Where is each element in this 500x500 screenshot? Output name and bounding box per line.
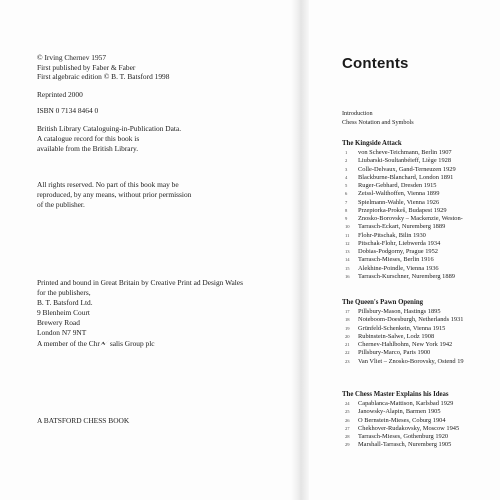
game-number: 27	[345, 425, 350, 431]
game-number: 2	[345, 158, 348, 164]
contents-entry	[342, 199, 500, 207]
game-number: 17	[345, 309, 350, 314]
contents-entry	[342, 316, 500, 324]
contents-entry	[342, 417, 500, 425]
game-title: Przepiorka-Prokeš, Budapest 1929	[358, 206, 447, 214]
contents-entry	[342, 207, 500, 215]
game-number: 7	[345, 199, 348, 205]
game-title: Grünfeld-Schenkein, Vienna 1915	[358, 324, 446, 332]
game-number: 18	[345, 317, 350, 323]
isbn-line: ISBN 0 7134 8464 0	[37, 106, 99, 115]
game-title: O Bernstein-Mieses, Coburg 1904	[358, 416, 446, 424]
contents-entry	[342, 308, 500, 316]
contents-entry	[342, 341, 500, 349]
game-number: 12	[345, 240, 350, 246]
game-title: Ruger-Gebhard, Dresden 1915	[358, 182, 437, 189]
section-title: The Chess Master Explains his Ideas	[342, 391, 449, 398]
game-title: Alekhine-Poindle, Vienna 1936	[358, 264, 439, 272]
cip-line: available from the British Library.	[37, 144, 139, 153]
contents-entry	[342, 190, 500, 198]
contents-entry	[342, 325, 500, 333]
contents-entry	[342, 248, 500, 256]
game-title: Znosko-Borovsky – Mackenzie, Weston-	[358, 215, 463, 222]
contents-entry	[342, 256, 500, 264]
game-title: Rubinstein-Salwe, Lodz 1908	[358, 332, 435, 340]
game-number: 22	[345, 350, 350, 356]
contents-entry	[342, 157, 500, 165]
game-number: 28	[345, 434, 350, 439]
member-line	[37, 339, 155, 349]
game-title: Chernev-Hahlbohm, New York 1942	[358, 341, 453, 348]
contents-intro	[342, 109, 414, 127]
section-title: The Kingside Attack	[342, 140, 402, 147]
game-title: Janowsky-Alapin, Barmen 1905	[358, 408, 441, 416]
series-line: A BATSFORD CHESS BOOK	[37, 416, 130, 425]
game-title: Pitschak-Flohr, Liebwerda 1934	[358, 239, 441, 247]
contents-section-master-explains	[342, 390, 500, 450]
intro-line: Introduction	[342, 110, 373, 117]
game-title: Pillsbury-Mason, Hastings 1895	[358, 308, 441, 315]
chrysalis-bird-logo-icon	[100, 339, 110, 347]
game-title: Tarrasch-Mieses, Gothenburg 1920	[358, 433, 449, 440]
game-number: 16	[345, 273, 350, 279]
game-number: 23	[345, 358, 350, 364]
contents-entry	[342, 358, 500, 366]
game-number: 15	[345, 265, 350, 271]
game-number: 20	[345, 333, 350, 339]
game-number: 11	[345, 232, 350, 238]
game-number: 14	[345, 257, 350, 263]
reprinted-line: Reprinted 2000	[37, 90, 83, 99]
contents-section-queens-pawn-opening	[342, 298, 500, 366]
game-title: Zeissl-Walthoffen, Vienna 1899	[358, 190, 440, 198]
contents-entry	[342, 425, 500, 433]
game-title: von Scheve-Teichmann, Berlin 1907	[358, 149, 452, 156]
game-number: 26	[345, 417, 350, 423]
contents-entry	[342, 215, 500, 223]
printer-line: for the publishers,	[37, 288, 91, 297]
game-number: 25	[345, 409, 350, 415]
game-number: 29	[345, 442, 350, 448]
contents-entry	[342, 174, 500, 182]
game-title: Flohr-Pitschak, Bilin 1930	[358, 231, 426, 239]
game-title: Spielmann-Wahle, Vienna 1926	[358, 198, 440, 206]
game-title: Colle-Delvaux, Gand-Terneuzen 1929	[358, 165, 456, 173]
game-title: Tarrasch-Eckart, Nuremberg 1889	[358, 223, 446, 231]
game-title: Capablanca-Mattison, Karlsbad 1929	[358, 400, 454, 407]
contents-entry	[342, 149, 500, 157]
game-title: Tarrasch-Kurschner, Nuremberg 1889	[358, 272, 455, 280]
contents-entry	[342, 273, 500, 281]
contents-section-kingside-attack	[342, 139, 500, 281]
contents-page	[305, 0, 500, 500]
contents-entry	[342, 349, 500, 357]
game-title: Marshall-Tarrasch, Nuremberg 1905	[358, 441, 452, 449]
game-number: 24	[345, 401, 350, 406]
first-published-line: First published by Faber & Faber	[37, 62, 136, 72]
game-number: 21	[345, 342, 350, 347]
game-number: 19	[345, 325, 350, 331]
game-number: 3	[345, 166, 348, 172]
cip-line: British Library Cataloguing-in-Publication Data.	[37, 124, 182, 133]
game-number: 8	[345, 207, 348, 213]
game-number: 4	[345, 174, 348, 180]
contents-entry	[342, 182, 500, 190]
game-title: Dobias-Podgorny, Prague 1952	[358, 248, 438, 255]
printer-line: B. T. Batsford Ltd.	[37, 298, 93, 307]
copyright-line: © Irving Chernev 1957	[37, 53, 107, 62]
game-title: Liubarski-Soultanbéieff, Liège 1928	[358, 157, 452, 165]
game-title: Chekhover-Rudakovsky, Moscow 1945	[358, 424, 460, 432]
contents-entry	[342, 400, 500, 408]
game-title: Van Vliet – Znosko-Borovsky, Ostend 19	[358, 357, 464, 365]
game-title: Tarrasch-Mieses, Berlin 1916	[358, 256, 434, 264]
rights-line: reproduced, by any means, without prior permission	[37, 190, 192, 199]
rights-line: of the publisher.	[37, 200, 85, 209]
game-number: 13	[345, 249, 350, 254]
contents-entry	[342, 166, 500, 174]
contents-entry	[342, 441, 500, 449]
contents-entry	[342, 240, 500, 248]
game-title: Blackburne-Blanchard, London 1891	[358, 173, 454, 181]
printer-line: London N7 9NT	[37, 328, 87, 337]
game-number: 5	[345, 183, 348, 188]
game-title: Noteboom-Doesburgh, Netherlands 1931	[358, 316, 464, 324]
game-number: 1	[345, 150, 348, 155]
contents-entry	[342, 223, 500, 231]
contents-entry	[342, 232, 500, 240]
algebraic-edition-line: First algebraic edition © B. T. Batsford 1998	[37, 72, 170, 81]
game-number: 9	[345, 216, 348, 221]
game-number: 10	[345, 224, 350, 230]
contents-title: Contents	[342, 55, 409, 72]
rights-line: All rights reserved. No part of this book may be	[37, 180, 179, 189]
game-title: Pillsbury-Marco, Paris 1900	[358, 349, 431, 357]
game-number: 6	[345, 191, 348, 197]
printer-line: Brewery Road	[37, 318, 80, 327]
member-suffix: salis Group plc	[109, 339, 155, 348]
cip-line: A catalogue record for this book is	[37, 134, 140, 143]
contents-entry	[342, 333, 500, 341]
section-title: The Queen's Pawn Opening	[342, 299, 424, 306]
contents-entry	[342, 265, 500, 273]
member-prefix: A member of the Chr	[37, 339, 100, 348]
contents-entry	[342, 408, 500, 416]
printer-line: 9 Blenheim Court	[37, 308, 90, 317]
contents-entry	[342, 433, 500, 441]
printer-line: Printed and bound in Great Britain by Creative Print ad Design Wales	[37, 278, 243, 287]
intro-line: Chess Notation and Symbols	[342, 119, 414, 126]
